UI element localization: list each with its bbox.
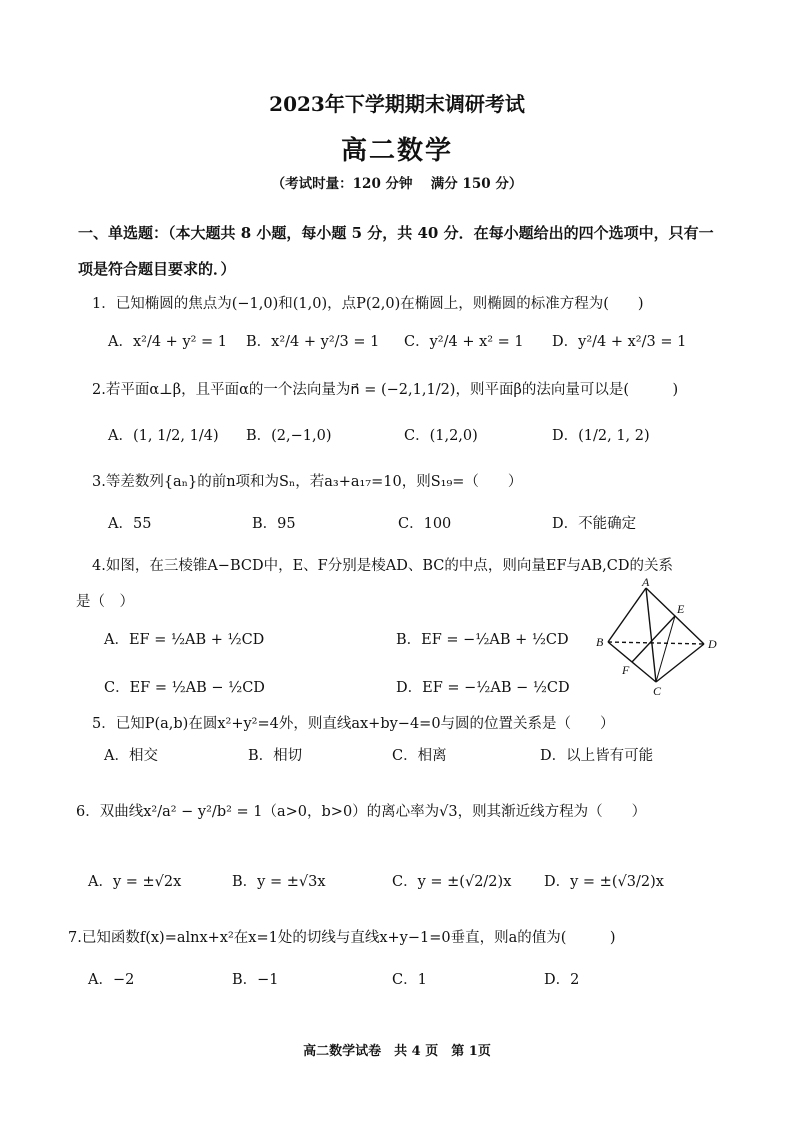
section-heading-line1: 一、单选题：（本大题共 8 小题，每小题 5 分，共 40 分．在每小题给出的四个选项中，只有一 bbox=[78, 224, 714, 242]
question-2-stem: 2.若平面α⊥β，且平面α的一个法向量为n⃗ = (−2,1,1/2)，则平面β的法向量可以是( ) bbox=[92, 382, 679, 398]
vertex-label-a: A bbox=[642, 578, 650, 589]
question-2-option-a: A．(1, 1/2, 1/4) bbox=[108, 428, 219, 444]
question-7-option-b: B．−1 bbox=[232, 972, 279, 988]
section-heading-line2: 项是符合题目要求的．） bbox=[78, 260, 236, 278]
question-2-option-b: B．(2,−1,0) bbox=[246, 428, 332, 444]
question-1-option-d: D．y²/4 + x²/3 = 1 bbox=[552, 334, 687, 350]
question-3-option-c: C．100 bbox=[398, 516, 452, 532]
question-1-option-a: A．x²/4 + y² = 1 bbox=[108, 334, 228, 350]
question-7-option-a: A．−2 bbox=[88, 972, 135, 988]
question-7-option-d: D．2 bbox=[544, 972, 580, 988]
question-5-option-c: C．相离 bbox=[392, 748, 447, 764]
question-2-option-c: C．(1,2,0) bbox=[404, 428, 478, 444]
question-3-option-b: B．95 bbox=[252, 516, 296, 532]
vertex-label-d: D bbox=[708, 637, 717, 651]
edge-ab bbox=[608, 588, 646, 642]
question-5-option-b: B．相切 bbox=[248, 748, 303, 764]
question-6-option-a: A．y = ±√2x bbox=[88, 874, 182, 890]
vertex-label-e: E bbox=[677, 602, 685, 616]
question-6-option-d: D．y = ±(√3/2)x bbox=[544, 874, 664, 890]
question-3-option-d: D．不能确定 bbox=[552, 516, 637, 532]
question-1-option-b: B．x²/4 + y²/3 = 1 bbox=[246, 334, 380, 350]
question-6-stem: 6．双曲线x²/a² − y²/b² = 1（a>0，b>0）的离心率为√3，则其渐近线方程为（ ） bbox=[76, 804, 647, 820]
question-4-stem: 4.如图，在三棱锥A−BCD中，E、F分别是棱AD、BC的中点，则向量EF与AB,CD的关系 bbox=[92, 558, 673, 574]
vertex-label-b: B bbox=[596, 635, 604, 649]
question-2-option-d: D．(1/2, 1, 2) bbox=[552, 428, 650, 444]
question-6-option-b: B．y = ±√3x bbox=[232, 874, 326, 890]
edge-ac bbox=[646, 588, 656, 682]
question-4-option-b: B．EF = −½AB + ½CD bbox=[396, 632, 569, 648]
question-5-stem: 5．已知P(a,b)在圆x²+y²=4外，则直线ax+by−4=0与圆的位置关系是（ ） bbox=[92, 716, 615, 732]
question-5-option-d: D．以上皆有可能 bbox=[540, 748, 654, 764]
question-4-option-d: D．EF = −½AB − ½CD bbox=[396, 680, 570, 696]
question-1-option-c: C．y²/4 + x² = 1 bbox=[404, 334, 524, 350]
exam-meta: （考试时量：120 分钟 满分 150 分） bbox=[271, 176, 523, 192]
edge-cd bbox=[656, 644, 704, 682]
edge-bd-hidden bbox=[608, 642, 704, 644]
page-footer: 高二数学试卷 共 4 页 第 1页 bbox=[303, 1044, 491, 1059]
question-7-stem: 7.已知函数f(x)=alnx+x²在x=1处的切线与直线x+y−1=0垂直，则a的值为( ) bbox=[68, 930, 616, 946]
tetrahedron-diagram bbox=[594, 578, 728, 698]
question-4-option-c: C．EF = ½AB − ½CD bbox=[104, 680, 265, 696]
exam-subject: 高二数学 bbox=[340, 136, 453, 166]
question-5-option-a: A．相交 bbox=[104, 748, 158, 764]
question-4-option-a: A．EF = ½AB + ½CD bbox=[104, 632, 265, 648]
vertex-label-c: C bbox=[653, 684, 662, 698]
question-4-stem-continued: 是（ ） bbox=[76, 594, 134, 610]
exam-title: 2023年下学期期末调研考试 bbox=[269, 92, 525, 116]
question-7-option-c: C．1 bbox=[392, 972, 427, 988]
question-3-option-a: A．55 bbox=[108, 516, 152, 532]
vertex-label-f: F bbox=[622, 663, 630, 677]
question-1-stem: 1．已知椭圆的焦点为(−1,0)和(1,0)，点P(2,0)在椭圆上，则椭圆的标准方程为( ) bbox=[92, 296, 644, 312]
question-3-stem: 3.等差数列{aₙ}的前n项和为Sₙ，若a₃+a₁₇=10，则S₁₉=（ ） bbox=[92, 474, 523, 490]
question-6-option-c: C．y = ±(√2/2)x bbox=[392, 874, 512, 890]
